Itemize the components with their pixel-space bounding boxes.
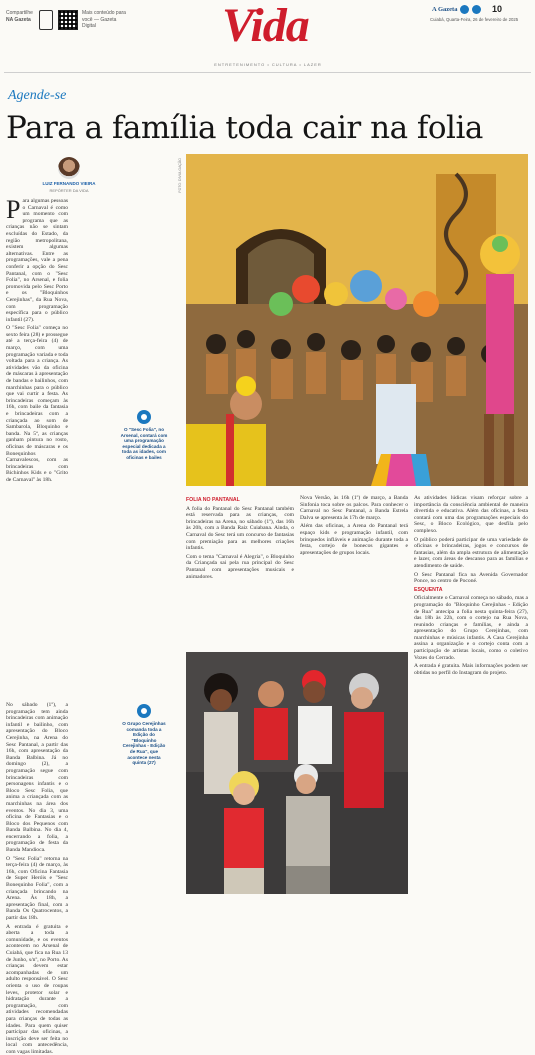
digital-sub-label: você — Gazeta Digital bbox=[82, 17, 117, 29]
carnival-photo-illustration bbox=[186, 154, 528, 486]
body-paragraph: As atividades lúdicas visam reforçar sobre a importância da consciência ambiental de maneira divertida e educativa. Além das oficinas, a festa contará com uma das programações especiais do Sesc, o Bloco Ecológico, que desfila pelo complexo. bbox=[414, 495, 528, 534]
edition-date: Cuiabá, Quarta-Feira, 26 de fevereiro de 2025 bbox=[430, 17, 519, 22]
body-column-1 bbox=[6, 195, 68, 698]
qr-code-icon[interactable] bbox=[58, 10, 78, 30]
share-sub-label: NA Gazeta bbox=[6, 17, 31, 23]
section-title-esquenta: ESQUENTA bbox=[414, 586, 443, 593]
body-paragraph: A entrada é gratuita e aberta a toda a comunidade, e os eventos acontecem no Arsenal de Cuiabá, que fica na Rua 13 de Junho, s/nº, no Porto. As crianças devem estar acompanhadas de um adulto responsável. O Sesc orienta o uso de roupas leves, protetor solar e hidratação durante a programação, com atividades recomendadas para crianças de todas as idades. Para quem quiser participar das oficinas, a inscrição deve ser feita no local com antecedência, com vagas limitadas. bbox=[6, 923, 68, 1055]
social-icon bbox=[472, 5, 481, 14]
body-paragraph: Nova Versão, às 16h (1º) de março, a Banda Sinfonia toca sobre os palcos. Para conhecer o Carnaval no Sesc Pantanal, a Banda Estrela Dalva se apresenta às 17h de março. bbox=[300, 495, 408, 521]
camera-icon bbox=[137, 410, 151, 424]
group-photo-illustration bbox=[186, 652, 408, 894]
body-paragraph: Com o tema "Carnaval é Alegria", o Bloquinho da Criançada sai pela rua principal do Sesc Pantanal com apresentações musicais e animadores. bbox=[186, 553, 294, 580]
body-paragraph: Oficialmente o Carnaval começa no sábado, mas a programação do "Bloquinho Cerejinhas - Edição de Rua" antecipa a folia nesta quinta-feira (27), das 18h às 22h, com o cortejo na Rua Nova, reunindo crianças e famílias, e ainda a apresentação do Grupo Cerejinhas, com marchinhas e músicas infantis. A Casa Cerejinha assina a organização e o cortejo conta com a participação de artistas locais, como o coletivo Vozes do Cerrado. bbox=[414, 595, 528, 661]
photo1-caption-block bbox=[120, 410, 168, 461]
phone-icon bbox=[39, 10, 53, 30]
article-kicker: Agende-se bbox=[8, 88, 67, 103]
body-paragraph: O "Sesc Folia" começa no sexto feira (28) e prossegue até a terça-feira (4) de março, com uma programação variada e toda voltada para a criança. As atividades vão da oficina de máscaras à apresentação de bandas e bailinhos, com marchinhas para o público que vai curtir a festa. As brincadeiras começam às 16h, com baile da fantasia e brincadeiras com a criançada ao som de Sambarola, Bloquinho e banda. Na 5ª, as crianças ganham pintura no rosto, oficinas de máscaras e os Bonequinhos Carnavalescos, com as brincadeiras com Bichinhos Kids e o "Grito de Carnaval" às 18h. bbox=[6, 325, 68, 483]
article-headline: Para a família toda cair na folia bbox=[6, 110, 483, 146]
carnival-photo bbox=[186, 154, 528, 486]
camera-icon bbox=[137, 704, 151, 718]
drop-cap: P bbox=[6, 195, 21, 224]
body-paragraph: O público poderá participar de uma variedade de oficinas e brincadeiras, jogos e concursos de fantasias, além da ampla estrutura de alimentação e lazer, com áreas de descanso para as famílias e atendimento de saúde. bbox=[414, 536, 528, 569]
body-paragraph: O Sesc Pantanal fica na Avenida Governador Ponce, no centro de Poconé. bbox=[414, 571, 528, 585]
section-tagline: ENTRETENIMENTO • CULTURA • LAZER bbox=[214, 62, 322, 67]
photo1-caption: O "Sesc Folia", no Arsenal, contará com uma programação especial dedicada a toda as idades, com oficinas e bailes bbox=[120, 427, 168, 460]
pantanal-column-3 bbox=[414, 495, 528, 877]
pantanal-column-1 bbox=[186, 495, 294, 645]
photo2-caption: O Grupo Cerejinhas comanda toda a Edição do "Bloquinho Cerejinhas - Edição de Rua", que acontece nesta quinta (27) bbox=[122, 721, 166, 766]
section-title-pantanal: FOLIA NO PANTANAL bbox=[186, 497, 240, 503]
body-paragraph: ara algumas pessoas o Carnaval é como um momento com programa que as crianças não se sintam excluídas do Estado, da região metropolitana, existem algumas alternativas. Entre as programações, vale a pena conferir a opção do Sesc Pantanal, com o "Sesc Folia", no Arsenal, e folia promovida pelo Sesc Porto e os "Bloquinhos Cerejinhas", da Rua Nova, com programação específica para o público infantil (27). bbox=[6, 198, 68, 323]
group-photo bbox=[186, 652, 408, 894]
brand-name: A Gazeta bbox=[432, 6, 458, 13]
author-avatar bbox=[58, 157, 80, 179]
body-paragraph: No sábado (1º), a programação tem ainda brincadeiras com animação infantil e bailinho, com apresentação do Bloco Cerejinha, na Arena do Sesc Pantanal, a partir das 16h, com apresentação da Banda Balbina. Já no domingo (2), a programação segue com brincadeiras com personagens infantis e o Bloco Sesc Folia, que anima a criançada com as marchinhas na área dos eventos. No dia 3, uma oficina de Fantasias e o Bloco dos Pequenos com Banda Balbina. No dia 4, encerrando a folia, a programação de festa da Banda Mandioca. bbox=[6, 702, 68, 854]
masthead-right bbox=[430, 6, 530, 28]
photo2-caption-block bbox=[120, 704, 168, 766]
author-name: LUIZ FERNANDO VIEIRA bbox=[42, 181, 96, 186]
section-logo: Vida bbox=[222, 0, 309, 52]
author-role: REPÓRTER DA VIDA bbox=[49, 188, 89, 193]
masthead-left bbox=[6, 8, 126, 32]
weather-icon bbox=[460, 5, 469, 14]
photo-credit: FOTO: DIVULGAÇÃO bbox=[178, 158, 182, 193]
page-number: 10 bbox=[492, 4, 503, 14]
share-label: Compartilhe bbox=[6, 10, 33, 16]
masthead-rule bbox=[4, 72, 531, 73]
body-column-1b bbox=[6, 702, 68, 1055]
digital-label: Mais conteúdo para bbox=[82, 10, 126, 16]
body-paragraph: Além das oficinas, a Arena do Pantanal terá espaço kids e programação infantil, com brinquedos infláveis e animação durante toda a festa, cortejo de bonecos gigantes e apresentações de grupos locais. bbox=[300, 523, 408, 556]
body-paragraph: A entrada é gratuita. Mais informações podem ser obtidas no perfil do Instagram do projeto. bbox=[414, 663, 528, 676]
body-paragraph: O "Sesc Folia" retorna na terça-feira (4) de março, às 16h, com Oficina Fantasia de Super Heróis e "Sesc Bonequinho Folia", com a criançada brincando na Arena. Às 18h, a apresentação final, com a Banda Os Quatrocentos, a partir das 18h. bbox=[6, 855, 68, 921]
body-paragraph: A folia do Pantanal do Sesc Pantanal também está reservada para as crianças, com brincadeiras na Arena, no sábado (1º), das 16h às 20h, com a Banda Raiz Cuiabana. Ainda, o Carnaval do Sesc terá um concurso de fantasias com premiação para as melhores criações infantis. bbox=[186, 505, 294, 552]
pantanal-column-2 bbox=[300, 495, 408, 645]
